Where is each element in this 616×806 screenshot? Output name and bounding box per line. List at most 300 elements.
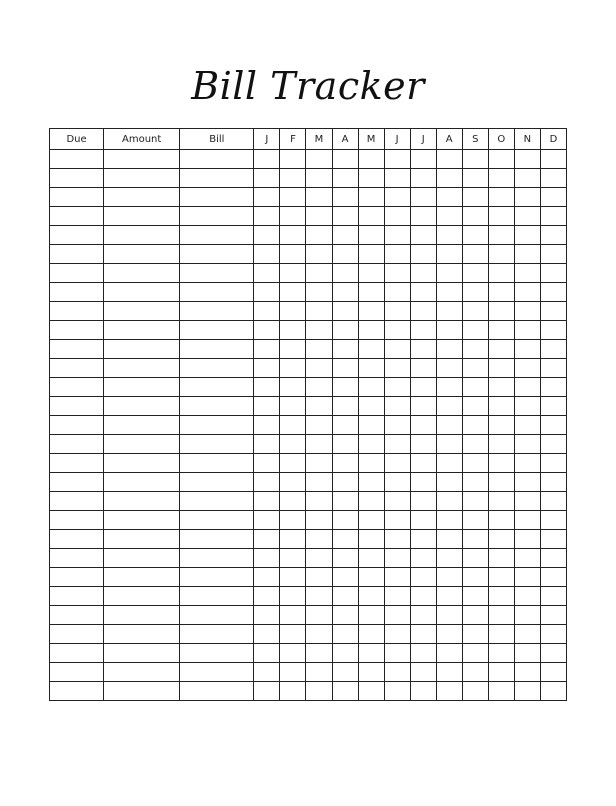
table-cell[interactable] bbox=[384, 378, 410, 397]
table-cell[interactable] bbox=[384, 264, 410, 283]
table-cell[interactable] bbox=[358, 606, 384, 625]
table-cell[interactable] bbox=[104, 587, 180, 606]
table-cell[interactable] bbox=[50, 587, 104, 606]
table-cell[interactable] bbox=[358, 359, 384, 378]
table-cell[interactable] bbox=[280, 169, 306, 188]
table-cell[interactable] bbox=[384, 682, 410, 701]
table-cell[interactable] bbox=[280, 663, 306, 682]
table-cell[interactable] bbox=[488, 150, 514, 169]
table-cell[interactable] bbox=[280, 606, 306, 625]
table-cell[interactable] bbox=[540, 188, 566, 207]
table-cell[interactable] bbox=[332, 169, 358, 188]
table-cell[interactable] bbox=[462, 549, 488, 568]
table-cell[interactable] bbox=[410, 226, 436, 245]
table-cell[interactable] bbox=[254, 549, 280, 568]
table-cell[interactable] bbox=[50, 264, 104, 283]
table-cell[interactable] bbox=[254, 340, 280, 359]
table-cell[interactable] bbox=[50, 473, 104, 492]
table-cell[interactable] bbox=[436, 530, 462, 549]
table-cell[interactable] bbox=[306, 264, 332, 283]
table-cell[interactable] bbox=[332, 150, 358, 169]
table-cell[interactable] bbox=[104, 606, 180, 625]
table-cell[interactable] bbox=[180, 530, 254, 549]
table-cell[interactable] bbox=[540, 207, 566, 226]
table-cell[interactable] bbox=[50, 188, 104, 207]
table-cell[interactable] bbox=[104, 530, 180, 549]
table-cell[interactable] bbox=[384, 473, 410, 492]
table-cell[interactable] bbox=[358, 568, 384, 587]
table-cell[interactable] bbox=[488, 587, 514, 606]
table-cell[interactable] bbox=[488, 454, 514, 473]
table-cell[interactable] bbox=[180, 492, 254, 511]
table-cell[interactable] bbox=[332, 207, 358, 226]
table-cell[interactable] bbox=[306, 549, 332, 568]
table-cell[interactable] bbox=[436, 549, 462, 568]
table-cell[interactable] bbox=[540, 397, 566, 416]
table-cell[interactable] bbox=[50, 530, 104, 549]
table-cell[interactable] bbox=[104, 207, 180, 226]
table-cell[interactable] bbox=[254, 188, 280, 207]
table-cell[interactable] bbox=[384, 454, 410, 473]
table-cell[interactable] bbox=[50, 359, 104, 378]
table-cell[interactable] bbox=[540, 530, 566, 549]
table-cell[interactable] bbox=[384, 663, 410, 682]
table-cell[interactable] bbox=[358, 454, 384, 473]
table-cell[interactable] bbox=[254, 682, 280, 701]
table-cell[interactable] bbox=[488, 226, 514, 245]
table-cell[interactable] bbox=[306, 606, 332, 625]
table-cell[interactable] bbox=[462, 150, 488, 169]
table-cell[interactable] bbox=[306, 302, 332, 321]
table-cell[interactable] bbox=[462, 492, 488, 511]
table-cell[interactable] bbox=[306, 416, 332, 435]
table-cell[interactable] bbox=[410, 245, 436, 264]
table-cell[interactable] bbox=[180, 188, 254, 207]
table-cell[interactable] bbox=[306, 340, 332, 359]
table-cell[interactable] bbox=[436, 302, 462, 321]
table-cell[interactable] bbox=[488, 549, 514, 568]
table-cell[interactable] bbox=[254, 321, 280, 340]
table-cell[interactable] bbox=[50, 283, 104, 302]
table-cell[interactable] bbox=[488, 416, 514, 435]
table-cell[interactable] bbox=[410, 283, 436, 302]
table-cell[interactable] bbox=[514, 682, 540, 701]
table-cell[interactable] bbox=[514, 416, 540, 435]
table-cell[interactable] bbox=[50, 511, 104, 530]
table-cell[interactable] bbox=[514, 549, 540, 568]
table-cell[interactable] bbox=[332, 492, 358, 511]
table-cell[interactable] bbox=[462, 169, 488, 188]
table-cell[interactable] bbox=[384, 226, 410, 245]
table-cell[interactable] bbox=[488, 207, 514, 226]
table-cell[interactable] bbox=[540, 359, 566, 378]
table-cell[interactable] bbox=[358, 302, 384, 321]
table-cell[interactable] bbox=[384, 245, 410, 264]
table-cell[interactable] bbox=[540, 454, 566, 473]
table-cell[interactable] bbox=[180, 207, 254, 226]
table-cell[interactable] bbox=[306, 435, 332, 454]
table-cell[interactable] bbox=[540, 264, 566, 283]
table-cell[interactable] bbox=[436, 188, 462, 207]
table-cell[interactable] bbox=[540, 682, 566, 701]
table-cell[interactable] bbox=[332, 302, 358, 321]
table-cell[interactable] bbox=[254, 378, 280, 397]
table-cell[interactable] bbox=[462, 587, 488, 606]
table-cell[interactable] bbox=[104, 150, 180, 169]
table-cell[interactable] bbox=[306, 492, 332, 511]
table-cell[interactable] bbox=[462, 568, 488, 587]
table-cell[interactable] bbox=[104, 568, 180, 587]
table-cell[interactable] bbox=[180, 682, 254, 701]
table-cell[interactable] bbox=[436, 454, 462, 473]
table-cell[interactable] bbox=[50, 492, 104, 511]
table-cell[interactable] bbox=[436, 625, 462, 644]
table-cell[interactable] bbox=[488, 245, 514, 264]
table-cell[interactable] bbox=[488, 530, 514, 549]
table-cell[interactable] bbox=[104, 340, 180, 359]
table-cell[interactable] bbox=[384, 435, 410, 454]
table-cell[interactable] bbox=[410, 492, 436, 511]
table-cell[interactable] bbox=[410, 397, 436, 416]
table-cell[interactable] bbox=[180, 511, 254, 530]
table-cell[interactable] bbox=[384, 150, 410, 169]
table-cell[interactable] bbox=[514, 283, 540, 302]
table-cell[interactable] bbox=[488, 302, 514, 321]
table-cell[interactable] bbox=[384, 549, 410, 568]
table-cell[interactable] bbox=[50, 549, 104, 568]
table-cell[interactable] bbox=[254, 245, 280, 264]
table-cell[interactable] bbox=[462, 435, 488, 454]
table-cell[interactable] bbox=[488, 340, 514, 359]
table-cell[interactable] bbox=[50, 606, 104, 625]
table-cell[interactable] bbox=[488, 606, 514, 625]
table-cell[interactable] bbox=[436, 473, 462, 492]
table-cell[interactable] bbox=[358, 549, 384, 568]
table-cell[interactable] bbox=[358, 283, 384, 302]
table-cell[interactable] bbox=[332, 359, 358, 378]
table-cell[interactable] bbox=[410, 587, 436, 606]
table-cell[interactable] bbox=[384, 606, 410, 625]
table-cell[interactable] bbox=[280, 454, 306, 473]
table-cell[interactable] bbox=[540, 321, 566, 340]
table-cell[interactable] bbox=[358, 169, 384, 188]
table-cell[interactable] bbox=[514, 587, 540, 606]
table-cell[interactable] bbox=[462, 644, 488, 663]
table-cell[interactable] bbox=[332, 264, 358, 283]
table-cell[interactable] bbox=[462, 511, 488, 530]
table-cell[interactable] bbox=[488, 435, 514, 454]
table-cell[interactable] bbox=[332, 644, 358, 663]
table-cell[interactable] bbox=[332, 454, 358, 473]
table-cell[interactable] bbox=[514, 492, 540, 511]
table-cell[interactable] bbox=[254, 397, 280, 416]
table-cell[interactable] bbox=[180, 416, 254, 435]
table-cell[interactable] bbox=[280, 188, 306, 207]
table-cell[interactable] bbox=[540, 492, 566, 511]
table-cell[interactable] bbox=[540, 587, 566, 606]
table-cell[interactable] bbox=[254, 606, 280, 625]
table-cell[interactable] bbox=[50, 625, 104, 644]
table-cell[interactable] bbox=[254, 587, 280, 606]
table-cell[interactable] bbox=[462, 530, 488, 549]
table-cell[interactable] bbox=[462, 625, 488, 644]
table-cell[interactable] bbox=[540, 245, 566, 264]
table-cell[interactable] bbox=[514, 568, 540, 587]
table-cell[interactable] bbox=[462, 207, 488, 226]
table-cell[interactable] bbox=[306, 378, 332, 397]
table-cell[interactable] bbox=[436, 435, 462, 454]
table-cell[interactable] bbox=[306, 321, 332, 340]
table-cell[interactable] bbox=[410, 321, 436, 340]
table-cell[interactable] bbox=[104, 511, 180, 530]
table-cell[interactable] bbox=[50, 207, 104, 226]
table-cell[interactable] bbox=[104, 359, 180, 378]
table-cell[interactable] bbox=[306, 150, 332, 169]
table-cell[interactable] bbox=[254, 511, 280, 530]
table-cell[interactable] bbox=[540, 283, 566, 302]
table-cell[interactable] bbox=[540, 549, 566, 568]
table-cell[interactable] bbox=[358, 435, 384, 454]
table-cell[interactable] bbox=[254, 150, 280, 169]
table-cell[interactable] bbox=[254, 663, 280, 682]
table-cell[interactable] bbox=[306, 169, 332, 188]
table-cell[interactable] bbox=[332, 416, 358, 435]
table-cell[interactable] bbox=[280, 264, 306, 283]
table-cell[interactable] bbox=[332, 663, 358, 682]
table-cell[interactable] bbox=[436, 606, 462, 625]
table-cell[interactable] bbox=[436, 169, 462, 188]
table-cell[interactable] bbox=[410, 378, 436, 397]
table-cell[interactable] bbox=[410, 188, 436, 207]
table-cell[interactable] bbox=[488, 568, 514, 587]
table-cell[interactable] bbox=[104, 682, 180, 701]
table-cell[interactable] bbox=[254, 644, 280, 663]
table-cell[interactable] bbox=[50, 435, 104, 454]
table-cell[interactable] bbox=[358, 663, 384, 682]
table-cell[interactable] bbox=[488, 378, 514, 397]
table-cell[interactable] bbox=[488, 188, 514, 207]
table-cell[interactable] bbox=[50, 644, 104, 663]
table-cell[interactable] bbox=[384, 359, 410, 378]
table-cell[interactable] bbox=[254, 568, 280, 587]
table-cell[interactable] bbox=[280, 492, 306, 511]
table-cell[interactable] bbox=[280, 397, 306, 416]
table-cell[interactable] bbox=[488, 663, 514, 682]
table-cell[interactable] bbox=[488, 397, 514, 416]
table-cell[interactable] bbox=[514, 435, 540, 454]
table-cell[interactable] bbox=[306, 511, 332, 530]
table-cell[interactable] bbox=[514, 150, 540, 169]
table-cell[interactable] bbox=[436, 511, 462, 530]
table-cell[interactable] bbox=[280, 587, 306, 606]
table-cell[interactable] bbox=[180, 549, 254, 568]
table-cell[interactable] bbox=[384, 397, 410, 416]
table-cell[interactable] bbox=[358, 150, 384, 169]
table-cell[interactable] bbox=[50, 321, 104, 340]
table-cell[interactable] bbox=[436, 207, 462, 226]
table-cell[interactable] bbox=[50, 416, 104, 435]
table-cell[interactable] bbox=[488, 321, 514, 340]
table-cell[interactable] bbox=[332, 549, 358, 568]
table-cell[interactable] bbox=[514, 530, 540, 549]
table-cell[interactable] bbox=[410, 568, 436, 587]
table-cell[interactable] bbox=[462, 682, 488, 701]
table-cell[interactable] bbox=[332, 283, 358, 302]
table-cell[interactable] bbox=[358, 226, 384, 245]
table-cell[interactable] bbox=[540, 340, 566, 359]
table-cell[interactable] bbox=[514, 511, 540, 530]
table-cell[interactable] bbox=[180, 625, 254, 644]
table-cell[interactable] bbox=[462, 245, 488, 264]
table-cell[interactable] bbox=[514, 321, 540, 340]
table-cell[interactable] bbox=[180, 226, 254, 245]
table-cell[interactable] bbox=[436, 378, 462, 397]
table-cell[interactable] bbox=[488, 682, 514, 701]
table-cell[interactable] bbox=[50, 245, 104, 264]
table-cell[interactable] bbox=[332, 340, 358, 359]
table-cell[interactable] bbox=[436, 340, 462, 359]
table-cell[interactable] bbox=[358, 587, 384, 606]
table-cell[interactable] bbox=[514, 226, 540, 245]
table-cell[interactable] bbox=[514, 245, 540, 264]
table-cell[interactable] bbox=[540, 644, 566, 663]
table-cell[interactable] bbox=[410, 359, 436, 378]
table-cell[interactable] bbox=[436, 682, 462, 701]
table-cell[interactable] bbox=[358, 397, 384, 416]
table-cell[interactable] bbox=[410, 302, 436, 321]
table-cell[interactable] bbox=[358, 378, 384, 397]
table-cell[interactable] bbox=[50, 340, 104, 359]
table-cell[interactable] bbox=[436, 283, 462, 302]
table-cell[interactable] bbox=[180, 378, 254, 397]
table-cell[interactable] bbox=[540, 169, 566, 188]
table-cell[interactable] bbox=[514, 188, 540, 207]
table-cell[interactable] bbox=[358, 530, 384, 549]
table-cell[interactable] bbox=[254, 264, 280, 283]
table-cell[interactable] bbox=[540, 226, 566, 245]
table-cell[interactable] bbox=[358, 188, 384, 207]
table-cell[interactable] bbox=[104, 644, 180, 663]
table-cell[interactable] bbox=[462, 606, 488, 625]
table-cell[interactable] bbox=[180, 359, 254, 378]
table-cell[interactable] bbox=[462, 473, 488, 492]
table-cell[interactable] bbox=[104, 226, 180, 245]
table-cell[interactable] bbox=[436, 226, 462, 245]
table-cell[interactable] bbox=[436, 644, 462, 663]
table-cell[interactable] bbox=[462, 302, 488, 321]
table-cell[interactable] bbox=[280, 226, 306, 245]
table-cell[interactable] bbox=[514, 397, 540, 416]
table-cell[interactable] bbox=[410, 606, 436, 625]
table-cell[interactable] bbox=[436, 359, 462, 378]
table-cell[interactable] bbox=[358, 625, 384, 644]
table-cell[interactable] bbox=[50, 226, 104, 245]
table-cell[interactable] bbox=[254, 473, 280, 492]
table-cell[interactable] bbox=[104, 302, 180, 321]
table-cell[interactable] bbox=[280, 378, 306, 397]
table-cell[interactable] bbox=[104, 169, 180, 188]
table-cell[interactable] bbox=[254, 416, 280, 435]
table-cell[interactable] bbox=[358, 416, 384, 435]
table-cell[interactable] bbox=[306, 568, 332, 587]
table-cell[interactable] bbox=[280, 530, 306, 549]
table-cell[interactable] bbox=[280, 340, 306, 359]
table-cell[interactable] bbox=[332, 587, 358, 606]
table-cell[interactable] bbox=[384, 511, 410, 530]
table-cell[interactable] bbox=[462, 416, 488, 435]
table-cell[interactable] bbox=[384, 568, 410, 587]
table-cell[interactable] bbox=[254, 226, 280, 245]
table-cell[interactable] bbox=[384, 625, 410, 644]
table-cell[interactable] bbox=[280, 435, 306, 454]
table-cell[interactable] bbox=[180, 340, 254, 359]
table-cell[interactable] bbox=[514, 663, 540, 682]
table-cell[interactable] bbox=[50, 150, 104, 169]
table-cell[interactable] bbox=[436, 264, 462, 283]
table-cell[interactable] bbox=[332, 625, 358, 644]
table-cell[interactable] bbox=[540, 568, 566, 587]
table-cell[interactable] bbox=[306, 625, 332, 644]
table-cell[interactable] bbox=[462, 188, 488, 207]
table-cell[interactable] bbox=[540, 378, 566, 397]
table-cell[interactable] bbox=[410, 340, 436, 359]
table-cell[interactable] bbox=[436, 587, 462, 606]
table-cell[interactable] bbox=[332, 397, 358, 416]
table-cell[interactable] bbox=[332, 226, 358, 245]
table-cell[interactable] bbox=[384, 169, 410, 188]
table-cell[interactable] bbox=[436, 663, 462, 682]
table-cell[interactable] bbox=[254, 435, 280, 454]
table-cell[interactable] bbox=[306, 473, 332, 492]
table-cell[interactable] bbox=[180, 302, 254, 321]
table-cell[interactable] bbox=[540, 625, 566, 644]
table-cell[interactable] bbox=[410, 644, 436, 663]
table-cell[interactable] bbox=[488, 511, 514, 530]
table-cell[interactable] bbox=[358, 473, 384, 492]
table-cell[interactable] bbox=[332, 568, 358, 587]
table-cell[interactable] bbox=[280, 416, 306, 435]
table-cell[interactable] bbox=[280, 568, 306, 587]
table-cell[interactable] bbox=[462, 226, 488, 245]
table-cell[interactable] bbox=[280, 644, 306, 663]
table-cell[interactable] bbox=[384, 530, 410, 549]
table-cell[interactable] bbox=[488, 473, 514, 492]
table-cell[interactable] bbox=[514, 625, 540, 644]
table-cell[interactable] bbox=[254, 454, 280, 473]
table-cell[interactable] bbox=[384, 644, 410, 663]
table-cell[interactable] bbox=[540, 416, 566, 435]
table-cell[interactable] bbox=[332, 473, 358, 492]
table-cell[interactable] bbox=[384, 188, 410, 207]
table-cell[interactable] bbox=[280, 302, 306, 321]
table-cell[interactable] bbox=[384, 340, 410, 359]
table-cell[interactable] bbox=[306, 359, 332, 378]
table-cell[interactable] bbox=[254, 302, 280, 321]
table-cell[interactable] bbox=[436, 150, 462, 169]
table-cell[interactable] bbox=[436, 568, 462, 587]
table-cell[interactable] bbox=[306, 226, 332, 245]
table-cell[interactable] bbox=[540, 473, 566, 492]
table-cell[interactable] bbox=[358, 321, 384, 340]
table-cell[interactable] bbox=[280, 625, 306, 644]
table-cell[interactable] bbox=[410, 549, 436, 568]
table-cell[interactable] bbox=[306, 207, 332, 226]
table-cell[interactable] bbox=[104, 264, 180, 283]
table-cell[interactable] bbox=[436, 397, 462, 416]
table-cell[interactable] bbox=[180, 435, 254, 454]
table-cell[interactable] bbox=[540, 511, 566, 530]
table-cell[interactable] bbox=[306, 188, 332, 207]
